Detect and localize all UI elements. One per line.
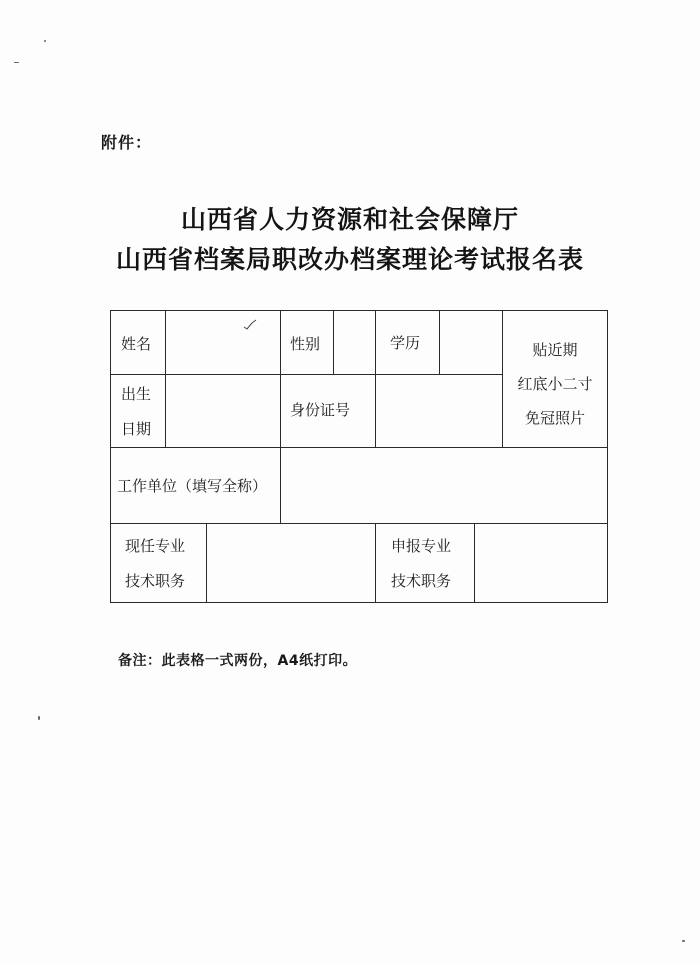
workplace-label: 工作单位（填写全称） — [117, 477, 268, 495]
title-line-1: 山西省人力资源和社会保障厅 — [180, 205, 519, 234]
pen-mark — [243, 318, 257, 330]
id-number-label: 身份证号 — [290, 401, 351, 419]
grid-line — [111, 447, 607, 448]
remark-note: 备注：此表格一式两份，A4纸打印。 — [118, 653, 358, 669]
scan-speck — [14, 62, 19, 63]
scan-speck — [44, 40, 46, 42]
grid-line — [165, 311, 166, 447]
photo-line-2: 红底小二寸 — [517, 375, 593, 393]
attachment-label: 附件： — [101, 133, 153, 152]
current-title-line-1: 现任专业 — [125, 537, 186, 555]
photo-line-1: 贴近期 — [532, 341, 578, 359]
grid-line — [111, 374, 502, 375]
current-title-line-2: 技术职务 — [125, 572, 186, 590]
grid-line — [111, 523, 607, 524]
birth-date-label — [121, 377, 151, 447]
birth-line-1: 出生 — [121, 385, 152, 403]
grid-line — [474, 524, 475, 603]
title-line-2: 山西省档案局职改办档案理论考试报名表 — [115, 245, 584, 274]
gender-label: 性别 — [290, 335, 321, 353]
applied-title-line-2: 技术职务 — [391, 572, 452, 590]
grid-line — [333, 311, 334, 374]
name-label: 姓名 — [121, 335, 152, 353]
scan-speck — [682, 940, 685, 942]
grid-line — [206, 524, 207, 603]
grid-line — [280, 311, 281, 523]
scan-speck — [38, 716, 40, 720]
grid-line — [375, 524, 376, 603]
grid-line — [375, 311, 376, 447]
grid-line — [439, 311, 440, 374]
current-title-label — [125, 529, 185, 599]
applied-title-label — [391, 529, 451, 599]
applied-title-line-1: 申报专业 — [391, 537, 452, 555]
education-label: 学历 — [390, 334, 421, 352]
photo-instruction — [503, 333, 607, 435]
birth-line-2: 日期 — [121, 420, 152, 438]
photo-line-3: 免冠照片 — [524, 409, 585, 427]
registration-form-table — [110, 310, 608, 603]
